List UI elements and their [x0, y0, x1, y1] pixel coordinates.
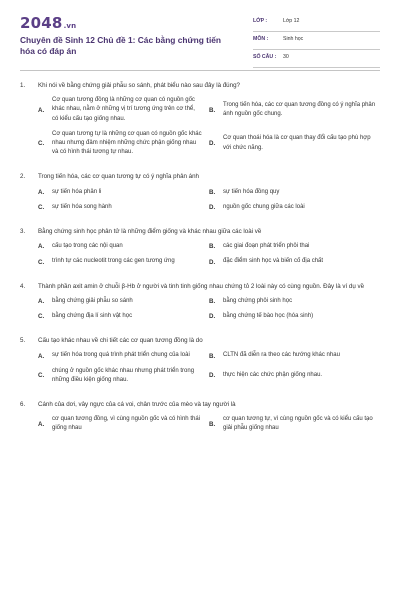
question-text: Trong tiến hóa, các cơ quan tương tự có ý nghĩa phản ánh — [38, 173, 199, 181]
answer-option-b[interactable] — [209, 242, 380, 251]
question-text: Thành phần axit amin ở chuỗi β-Hb ở người và tinh tinh giống nhau chứng tỏ 2 loài này có cùng nguồn. Đây là ví dụ về — [38, 282, 365, 290]
option-text: thực hiện các chức phận giống nhau. — [223, 372, 323, 379]
meta-row-subject — [253, 32, 380, 50]
answer-options — [38, 297, 380, 327]
answer-options — [38, 351, 380, 391]
answer-option-c[interactable] — [38, 203, 209, 212]
option-text: cơ quan tương tự, vì cùng nguồn gốc và có kiểu cấu tạo giải phẫu giống nhau — [223, 416, 373, 432]
option-letter: A. — [38, 106, 45, 114]
question-number: 5. — [20, 337, 26, 345]
answer-option-a[interactable] — [38, 297, 209, 306]
option-letter: B. — [209, 352, 216, 360]
option-text: Cơ quan thoái hóa là cơ quan thay đổi cấu tạo phù hợp với chức năng. — [223, 135, 371, 151]
answer-option-d[interactable] — [209, 130, 380, 158]
answer-option-d[interactable] — [209, 203, 380, 212]
answer-option-c[interactable] — [38, 312, 209, 321]
option-text: sự tiến hóa trong quá trình phát triển chung của loài — [52, 352, 190, 359]
option-text: bằng chứng tế bào học (hóa sinh) — [223, 313, 314, 320]
option-letter: C. — [38, 203, 45, 211]
option-text: Cơ quan tương đồng là những cơ quan có nguồn gốc khác nhau, nằm ở những vị trí tương ứng trên cơ thể, có kiểu cấu tạo giống nhau. — [52, 97, 195, 122]
answer-option-a[interactable] — [38, 188, 209, 197]
answer-option-b[interactable] — [209, 297, 380, 306]
option-text: trình tự các nucleotit trong các gen tương ứng — [52, 258, 175, 265]
option-letter: D. — [209, 140, 216, 148]
option-text: cơ quan tương đồng, vì cùng nguồn gốc và có hình thái giống nhau — [52, 416, 200, 432]
question-text: Bằng chứng sinh học phân tử là những điểm giống và khác nhau giữa các loài về — [38, 228, 262, 236]
question-item — [20, 282, 380, 328]
option-letter: D. — [209, 258, 216, 266]
answer-option-a[interactable] — [38, 242, 209, 251]
option-text: bằng chứng giải phẫu so sánh — [52, 297, 133, 304]
option-letter: C. — [38, 313, 45, 321]
question-number: 4. — [20, 282, 26, 290]
option-letter: A. — [38, 297, 45, 305]
option-letter: B. — [209, 243, 216, 251]
meta-label-count: SỐ CÂU : — [253, 54, 277, 60]
meta-value-grade: Lớp 12 — [283, 18, 300, 24]
question-item — [20, 81, 380, 163]
question-text: Cánh của dơi, vây ngực của cá voi, chân trước của mèo và tay người là — [38, 401, 236, 409]
option-text: sự tiến hóa đồng quy — [223, 188, 280, 195]
option-letter: A. — [38, 243, 45, 251]
option-letter: C. — [38, 258, 45, 266]
option-text: Cơ quan tương tự là những cơ quan có nguồn gốc khác nhau nhưng đảm nhiệm những chức phận giống nhau và có hình thái tương tự nhau. — [52, 130, 202, 156]
option-text: nguồn gốc chung giữa các loài — [223, 203, 305, 210]
question-number: 3. — [20, 228, 26, 236]
option-text: các giai đoạn phát triển phôi thai — [223, 243, 310, 250]
option-letter: D. — [209, 372, 216, 380]
document-header — [20, 14, 380, 64]
answer-options — [38, 242, 380, 272]
logo-text: 2048 — [20, 14, 63, 32]
option-letter: D. — [209, 313, 216, 321]
question-number: 1. — [20, 82, 26, 89]
meta-row-count — [253, 50, 380, 68]
question-number: 6. — [20, 401, 26, 409]
option-letter: A. — [38, 352, 45, 360]
option-letter: B. — [209, 106, 216, 114]
meta-value-count: 30 — [283, 54, 289, 60]
question-list — [20, 81, 380, 449]
answer-options — [38, 415, 380, 439]
option-letter: A. — [38, 420, 45, 428]
answer-option-d[interactable] — [209, 367, 380, 385]
answer-option-b[interactable] — [209, 188, 380, 197]
answer-option-a[interactable] — [38, 351, 209, 360]
question-item — [20, 227, 380, 273]
header-divider — [20, 70, 380, 71]
question-text: Khi nói về bằng chứng giải phẫu so sánh, phát biểu nào sau đây là đúng? — [38, 82, 240, 89]
option-text: Trong tiến hóa, các cơ quan tương đồng có ý nghĩa phản ánh nguồn gốc chung. — [223, 101, 376, 117]
answer-options — [38, 96, 380, 163]
answer-option-a[interactable] — [38, 96, 209, 124]
option-text: sự tiến hóa phân li — [52, 188, 102, 195]
option-text: đặc điểm sinh học và biến cố địa chất — [223, 258, 324, 265]
question-item — [20, 400, 380, 440]
meta-value-subject: Sinh học — [283, 36, 304, 42]
option-letter: B. — [209, 188, 216, 196]
answer-option-d[interactable] — [209, 312, 380, 321]
answer-option-c[interactable] — [38, 367, 209, 385]
option-text: cấu tạo trong các nội quan — [52, 243, 123, 250]
option-letter: B. — [209, 297, 216, 305]
option-text: bằng chứng phôi sinh học — [223, 297, 293, 304]
option-letter: A. — [38, 188, 45, 196]
question-item — [20, 172, 380, 218]
answer-option-b[interactable] — [209, 96, 380, 124]
option-letter: D. — [209, 203, 216, 211]
answer-option-c[interactable] — [38, 257, 209, 266]
meta-label-grade: LỚP : — [253, 18, 268, 24]
meta-label-subject: MÔN : — [253, 36, 269, 42]
option-letter: C. — [38, 372, 45, 380]
question-number: 2. — [20, 173, 26, 181]
option-letter: B. — [209, 420, 216, 428]
document-title: Chuyên đề Sinh 12 Chủ đề 1: Các bằng chứng tiến hóa có đáp án — [20, 35, 222, 56]
option-text: sự tiến hóa song hành — [52, 203, 112, 210]
answer-option-b[interactable] — [209, 415, 380, 433]
answer-option-a[interactable] — [38, 415, 209, 433]
option-letter: C. — [38, 140, 45, 148]
question-text: Cấu tạo khác nhau về chi tiết các cơ quan tương đồng là do — [38, 337, 203, 345]
question-item — [20, 336, 380, 391]
answer-option-c[interactable] — [38, 130, 209, 158]
answer-option-d[interactable] — [209, 257, 380, 266]
document-meta — [253, 14, 380, 68]
site-logo[interactable] — [20, 14, 76, 32]
option-text: CLTN đã diễn ra theo các hướng khác nhau — [223, 352, 340, 359]
logo-suffix: .vn — [63, 22, 77, 30]
option-text: bằng chứng địa lí sinh vật học — [52, 313, 133, 320]
answer-option-b[interactable] — [209, 351, 380, 360]
option-text: chúng ở nguồn gốc khác nhau nhưng phát triển trong những điều kiện giống nhau. — [52, 367, 195, 383]
answer-options — [38, 188, 380, 218]
meta-row-grade — [253, 14, 380, 32]
